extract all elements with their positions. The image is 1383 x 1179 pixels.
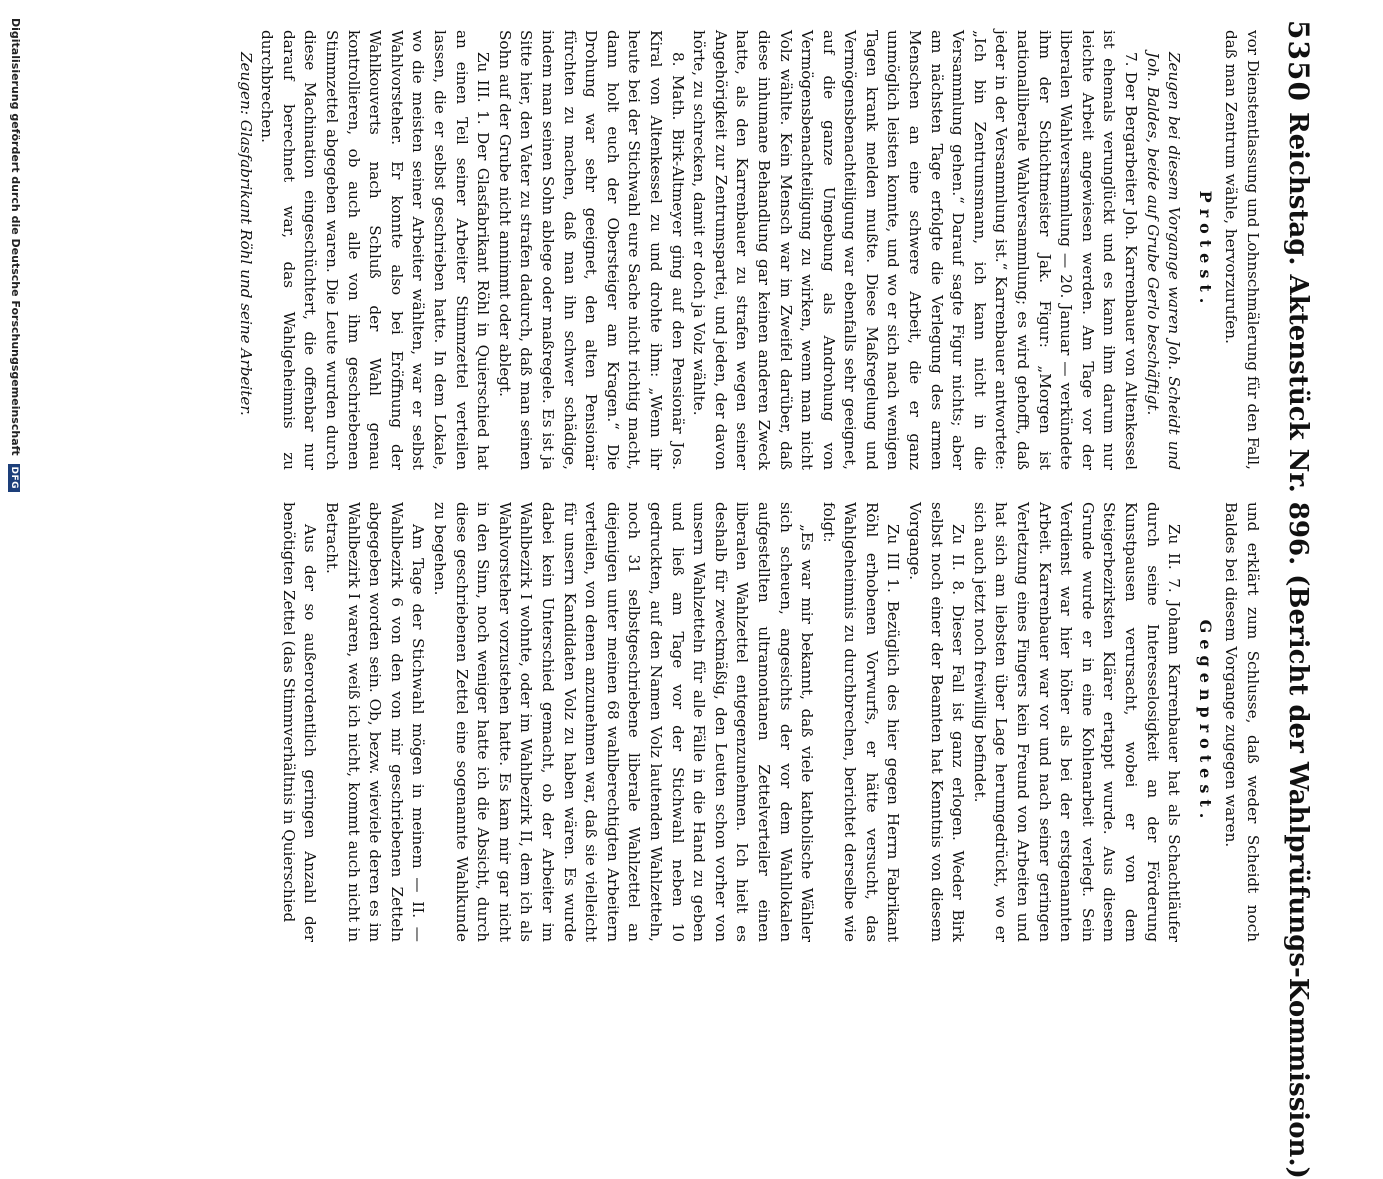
footer-text: Digitalisierung gefördert durch die Deutsche Forschungsgemeinschaft	[9, 18, 22, 456]
counter-intro: und erklärt zum Schlusse, daß weder Scheidt noch Baldes bei diesem Vorgange zugegen waren.	[1222, 502, 1262, 942]
protest-title: Protest.	[1195, 190, 1215, 310]
protest-intro: vor Dienstentlassung und Lohnschmälerung für den Fall, daß man Zentrum wähle, hervorzurufen.	[1222, 30, 1262, 470]
counter-protest-column	[277, 502, 1263, 942]
counter-quote-1: „Es war mir bekannt, daß viele katholische Wähler sich scheuen, angesichts der vor dem Wahllokalen aufgestellten ultramontanen Zettelverteiler einen liberalen Wahlzettel entgegenzunehmen. Ich hielt es deshalb für zweckmäßig, den Leuten schon vorher von unsern Wahlzetteln für alle Fälle in die Hand zu geben und ließ am Tage vor der Stichwahl neben 10 gedruckten, auf den Namen Volz lautenden Wahlzetteln, noch 31 selbstgeschriebene liberale Wahlzettel an diejenigen unter meinen 68 wahlberechtigten Arbeitern verteilen, von denen anzunehmen war, daß sie vielleicht für unsern Kandidaten Volz zu haben wären. Es wurde dabei kein Unterschied gemacht, ob der Arbeiter im Wahlbezirk I wohnte, oder im Wahlbezirk II, dem ich als Wahlvorsteher vorzustehen hatte. Es kam mir gar nicht in den Sinn, noch weniger hatte ich die Absicht, durch diese geschriebenen Zettel eine sogenannte Wahlkunde zu begehen.	[431, 502, 817, 942]
protest-paragraph-7: 7. Der Bergarbeiter Joh. Karrenbauer von Altenkessel ist ehemals verunglückt und es kann ihm darum nur leichte Arbeit angewiesen werden. Am Tage vor der liberalen Wahlversammlung — 20. Januar — verkündete ihm der Schichtmeister Jak. Figur: „Morgen ist nationalliberale Wahlversammlung; es wird gehofft, daß jeder in der Versammlung ist.“ Karrenbauer antwortete: „Ich bin Zentrumsmann, ich kann nicht in die Versammlung gehen.“ Darauf sagte Figur nichts; aber am nächsten Tage erfolgte die Verlegung des armen Menschen an eine schwere Arbeit, die er ganz unmöglich leisten konnte, und wo er sich nach wenigen Tagen krank melden mußte. Diese Maßregelung und Vermögensbenachteiligung war ebenfalls sehr geeignet, auf die ganze Umgebung als Androhung von Vermögensbenachteiligung zu wirken, wenn man nicht Volz wählte. Kein Mensch war im Zweifel darüber, daß diese inhumane Behandlung gar keinen anderen Zweck hatte, als den Karrenbauer zu strafen wegen seiner Angehörigkeit zur Zentrumspartei, und jeden, der davon hörte, zu schrecken, damit er doch ja Volz wählte.	[690, 30, 1141, 470]
counter-paragraph-III1: Zu III 1. Bezüglich des hier gegen Herrn Fabrikant Röhl erhobenen Vorwurfs, er hätte versucht, das Wahlgeheimnis zu durchbrechen, berichtet derselbe wie folgt:	[819, 502, 903, 942]
page-title: Reichstag. Aktenstück Nr. 896. (Bericht der Wahlprüfungs-Kommission.)	[1283, 112, 1313, 1179]
dfg-logo: DFG	[8, 464, 20, 493]
witness-note: Zeugen bei diesem Vorgange waren Joh. Scheidt und Joh. Baldes, beide auf Grube Gerlo beschäftigt.	[1143, 52, 1184, 470]
counter-protest-title: Gegenprotest.	[1195, 619, 1215, 825]
counter-quote-2: Am Tage der Stichwahl mögen in meinem — II. — Wahlbezirk 6 von den von mir geschriebenen Zetteln abgegeben worden sein. Ob, bezw. wieviele deren es im Wahlbezirk I waren, weiß ich nicht, kommt auch nicht in Betracht.	[323, 502, 428, 942]
page-header	[1263, 20, 1323, 1179]
counter-paragraph-II7: Zu II. 7. Johann Karrenbauer hat als Schachtläufer durch seine Interesselosigkeit an der Förderung Kunstpausen verursacht, wobei er von dem Steigerbezirksten Klärer ertappt wurde. Aus diesem Grunde wurde er in eine Kohlenarbeit verlegt. Sein Verdienst war hier höher als bei der erstgenannten Arbeit. Karrenbauer war vor und nach seiner geringen Verletzung eines Fingers kein Freund von Arbeiten und hat sich am liebsten über Lage herumgedrückt, wo er sich auch jetzt noch freiwillig befindet.	[970, 502, 1184, 942]
counter-paragraph-II8: Zu II. 8. Dieser Fall ist ganz erlogen. Weder Birk selbst noch einer der Beamten hat Kenntnis von diesem Vorgange.	[906, 502, 968, 942]
witness-note: Zeugen: Glasfabrikant Röhl und seine Arbeiter.	[236, 52, 255, 416]
counter-quote-3: Aus der so außerordentlich geringen Anzahl der benötigten Zettel (das Stimmverhältnis in Quierschied	[279, 502, 320, 942]
protest-column	[234, 30, 1263, 470]
page-number: 5350	[1282, 20, 1315, 102]
protest-paragraph-8: 8. Math. Birk-Altmeyer ging auf den Pensionär Jos. Kiral von Altenkessel zu und drohte ihm: „Wenn ihr heute bei der Stichwahl eure Sache nicht richtig macht, dann holt euch der Obersteiger am Kragen.“ Die Drohung war sehr geeignet, den alten Pensionär fürchten zu machen, daß man ihn schwer schädige, indem man seinen Sohn ablege oder maßregele. Es ist ja Sitte hier, den Vater zu strafen dadurch, daß man seinen Sohn auf der Grube nicht annimmt oder ablegt.	[495, 30, 687, 470]
protest-paragraph-III1: Zu III. 1. Der Glasfabrikant Röhl in Quierschied hat an einen Teil seiner Arbeiter Stimmzettel verteilen lassen, die er selbst geschrieben hatte. In dem Lokale, wo die meisten seiner Arbeiter wählten, war er selbst Wahlvorsteher. Er konnte also bei Eröffnung der Wahlkouverts nach Schluß der Wahl genau kontrollieren, ob auch alle von ihm geschriebenen Stimmzettel abgegeben waren. Die Leute wurden durch diese Machination eingeschüchtert, die offenbar nur darauf berechnet war, das Wahlgeheimnis zu durchbrechen.	[258, 30, 493, 470]
digitization-footer	[8, 18, 22, 492]
